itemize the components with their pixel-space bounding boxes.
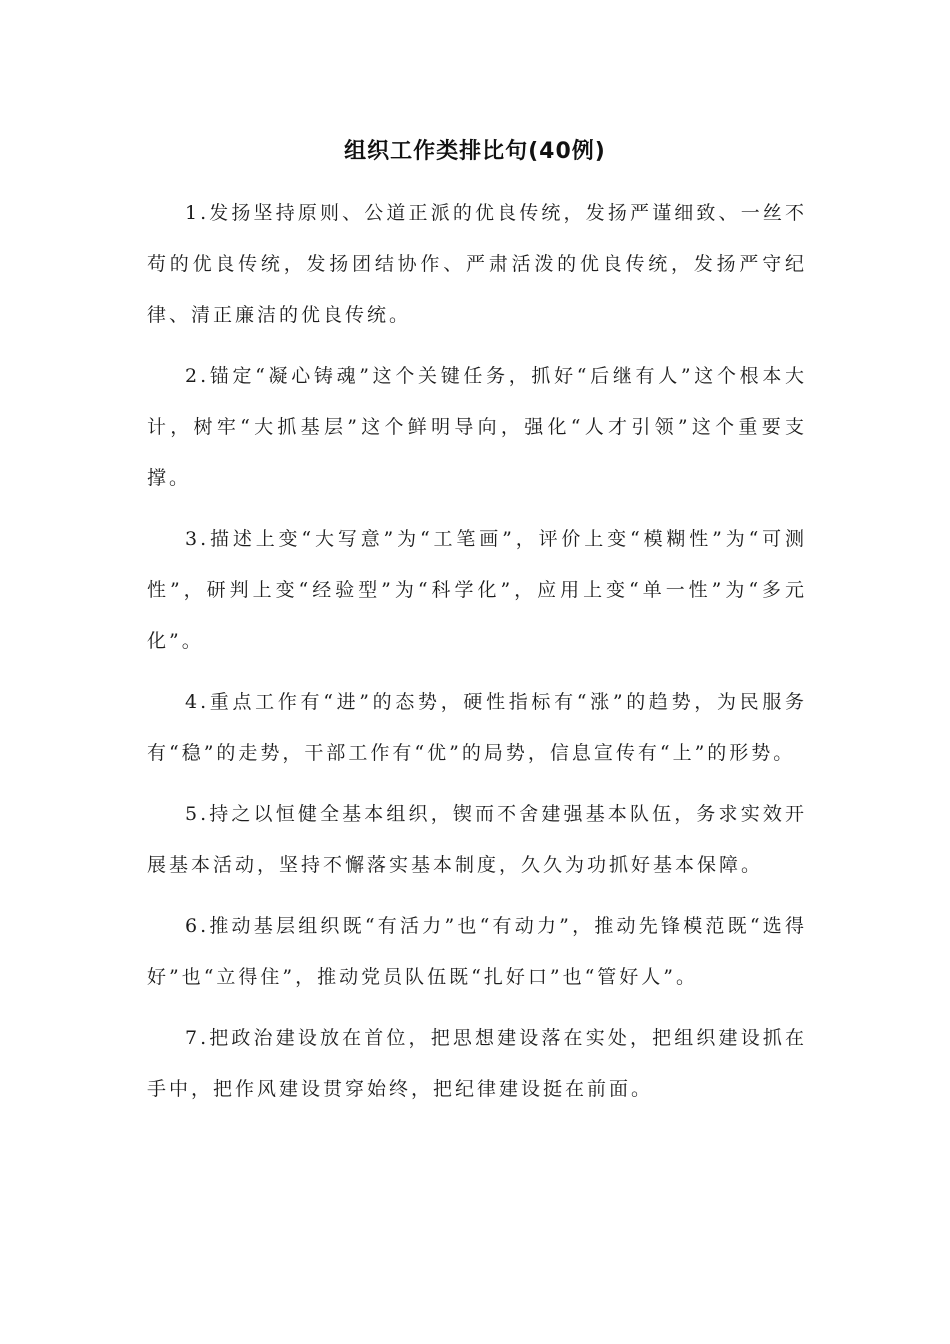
document-body	[147, 188, 807, 1125]
paragraph-2: 2.锚定“凝心铸魂”这个关键任务，抓好“后继有人”这个根本大计，树牢“大抓基层”这个鲜明导向，强化“人才引领”这个重要支撑。	[147, 365, 807, 489]
paragraph-7: 7.把政治建设放在首位，把思想建设落在实处，把组织建设抓在手中，把作风建设贯穿始终，把纪律建设挺在前面。	[147, 1027, 807, 1100]
paragraph-1: 1.发扬坚持原则、公道正派的优良传统，发扬严谨细致、一丝不苟的优良传统，发扬团结协作、严肃活泼的优良传统，发扬严守纪律、清正廉洁的优良传统。	[147, 202, 807, 326]
paragraph-3: 3.描述上变“大写意”为“工笔画”，评价上变“模糊性”为“可测性”，研判上变“经验型”为“科学化”，应用上变“单一性”为“多元化”。	[147, 528, 807, 652]
document-title: 组织工作类排比句(40例)	[344, 139, 606, 164]
paragraph-4: 4.重点工作有“进”的态势，硬性指标有“涨”的趋势，为民服务有“稳”的走势，干部工作有“优”的局势，信息宣传有“上”的形势。	[147, 691, 807, 764]
paragraph-5: 5.持之以恒健全基本组织，锲而不舍建强基本队伍，务求实效开展基本活动，坚持不懈落实基本制度，久久为功抓好基本保障。	[147, 803, 807, 876]
paragraph-6: 6.推动基层组织既“有活力”也“有动力”，推动先锋模范既“选得好”也“立得住”，推动党员队伍既“扎好口”也“管好人”。	[147, 915, 807, 988]
